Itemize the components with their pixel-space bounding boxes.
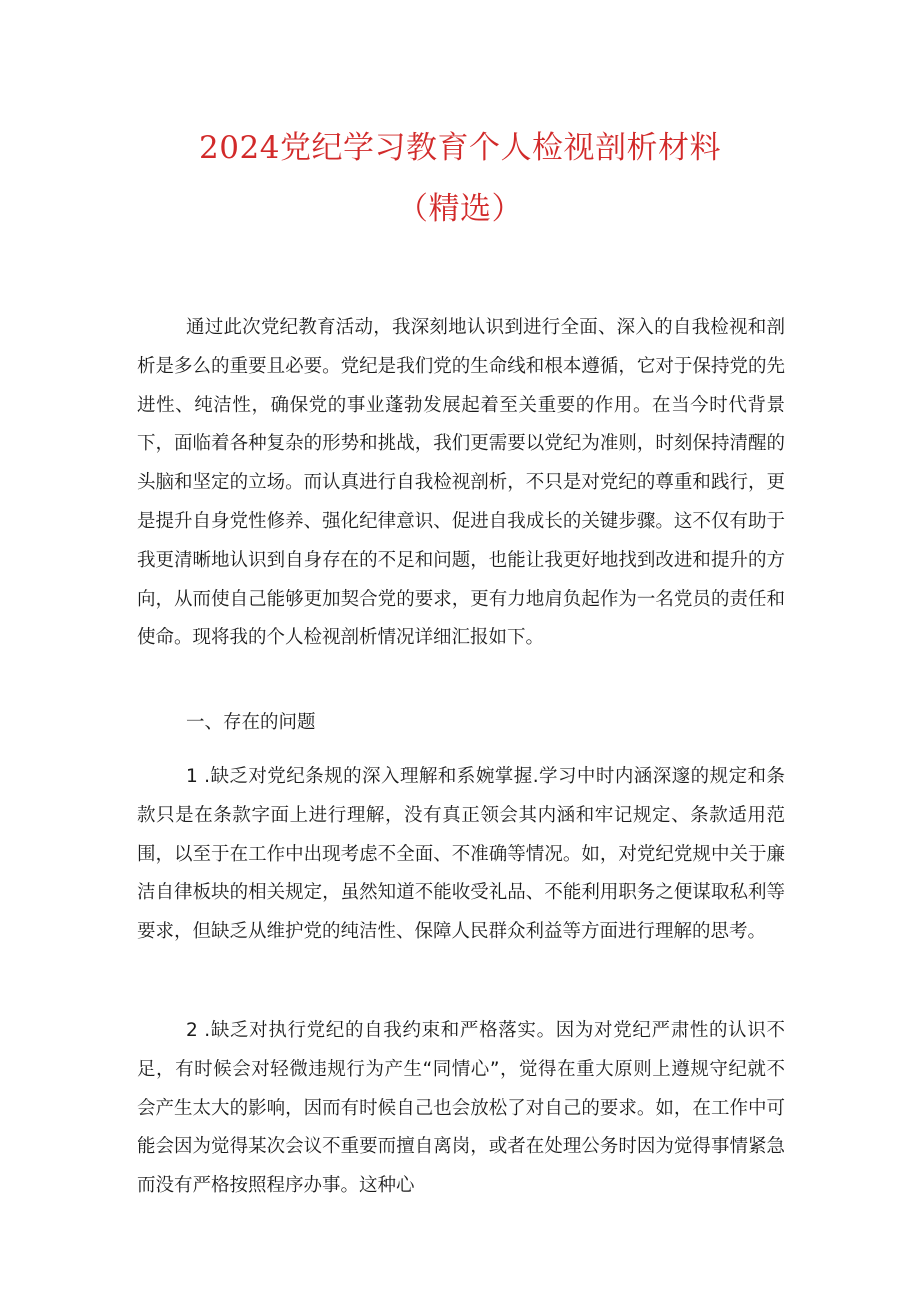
issue-item-1: 1 .缺乏对党纪条规的深入理解和系婉掌握.学习中时内涵深邃的规定和条款只是在条款字面上进行理解，没有真正领会其内涵和牢记规定、条款适用范围，以至于在工作中出现考虑不全面、不准确等情况。如，对党纪党规中关于廉洁自律板块的相关规定，虽然知道不能收受礼品、不能利用职务之便谋取私利等要求，但缺乏从维护党的纯洁性、保障人民群众利益等方面进行理解的思考。	[137, 766, 785, 943]
section-heading: 一、存在的问题	[186, 712, 316, 733]
document-subtitle: （精选）	[397, 191, 523, 227]
issue-item-2: 2 .缺乏对执行党纪的自我约束和严格落实。因为对党纪严肃性的认识不足，有时候会对轻微违规行为产生“同情心”，觉得在重大原则上遵规守纪就不会产生太大的影响，因而有时候自己也会放松了对自己的要求。如，在工作中可能会因为觉得某次会议不重要而擅自离岗，或者在处理公务时因为觉得事情紧急而没有严格按照程序办事。这种心	[137, 1020, 785, 1197]
intro-paragraph: 通过此次党纪教育活动，我深刻地认识到进行全面、深入的自我检视和剖析是多么的重要且必要。党纪是我们党的生命线和根本遵循，它对于保持党的先进性、纯洁性，确保党的事业蓬勃发展起着至关重要的作用。在当今时代背景下，面临着各种复杂的形势和挑战，我们更需要以党纪为准则，时刻保持清醒的头脑和坚定的立场。而认真进行自我检视剖析，不只是对党纪的尊重和践行，更是提升自身党性修养、强化纪律意识、促进自我成长的关键步骤。这不仅有助于我更清晰地认识到自身存在的不足和问题，也能让我更好地找到改进和提升的方向，从而使自己能够更加契合党的要求，更有力地肩负起作为一名党员的责任和使命。现将我的个人检视剖析情况详细汇报如下。	[137, 317, 785, 649]
document-title: 2024党纪学习教育个人检视剖析材料	[199, 130, 721, 166]
